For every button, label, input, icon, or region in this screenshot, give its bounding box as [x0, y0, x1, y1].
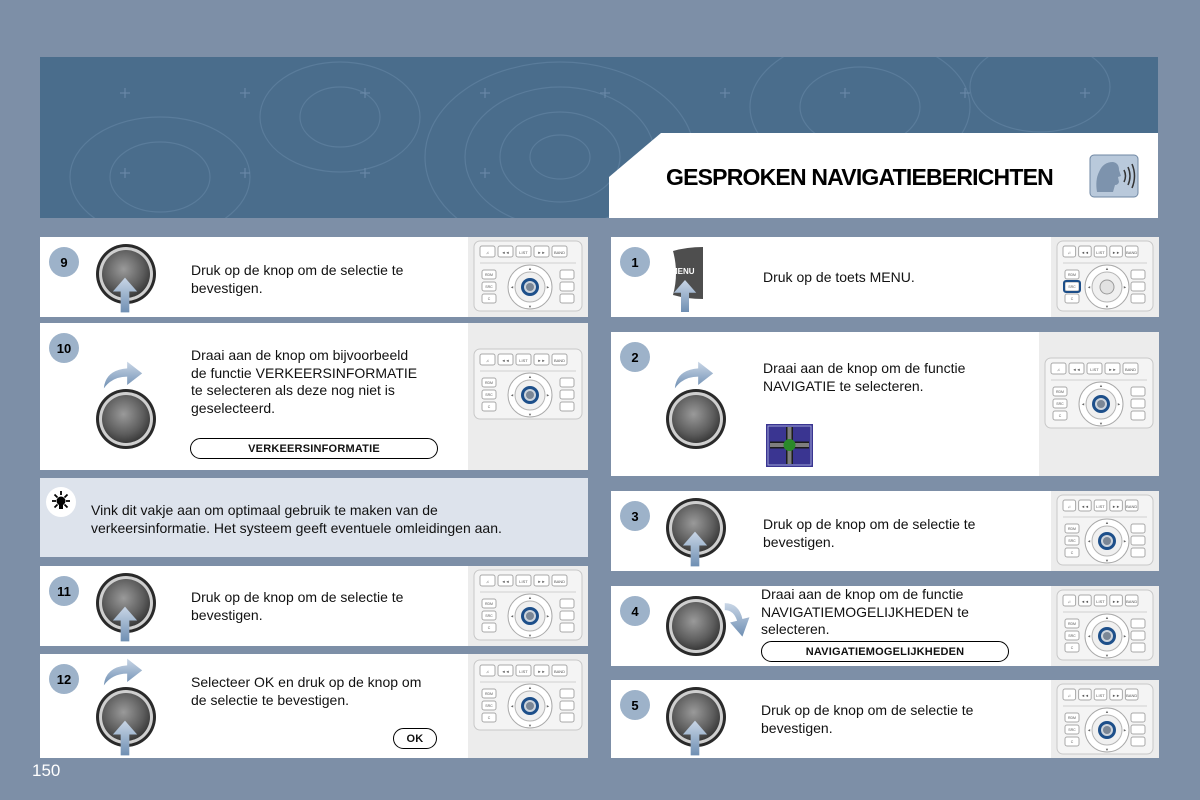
- console-key-label: ►►: [1112, 599, 1121, 604]
- console-key-label: LIST: [1096, 250, 1105, 255]
- step-number: 1: [620, 247, 650, 277]
- console-key-label: ▼: [528, 633, 532, 638]
- console-key-label: ►: [546, 284, 550, 290]
- console-key-label: ◄◄: [501, 579, 510, 584]
- console-key-label: ◄◄: [1072, 367, 1081, 372]
- console-part: [560, 611, 574, 620]
- rotary-knob: [665, 388, 727, 450]
- console-key-label: BAND: [1126, 504, 1138, 509]
- console-key-label: ►►: [1112, 693, 1121, 698]
- console-key-label: LIST: [519, 250, 528, 255]
- console-key-label: C: [487, 297, 491, 301]
- console-illustration: [468, 237, 588, 317]
- console-key-label: SRC: [1068, 728, 1076, 732]
- console-part: [1131, 631, 1145, 640]
- console-part: [560, 623, 574, 632]
- console-key-label: SRC: [1068, 539, 1076, 543]
- step-card-9: [40, 237, 588, 317]
- console-part: [1131, 536, 1145, 545]
- console-part: [1131, 725, 1145, 734]
- console-key-label: SRC: [485, 704, 493, 708]
- console-part: [1131, 619, 1145, 628]
- console-key-label: RDM: [485, 381, 493, 385]
- console-drawing: [468, 654, 588, 758]
- console-key-label: ◄: [1087, 284, 1091, 290]
- press-arrow-icon: [682, 718, 708, 758]
- console-part: [560, 270, 574, 279]
- console-key-label: ◄◄: [1080, 504, 1089, 509]
- console-key-label: ▼: [528, 304, 532, 309]
- step-number: 9: [49, 247, 79, 277]
- console-part: [526, 702, 534, 710]
- console-key-label: ◄◄: [501, 669, 510, 674]
- console-key-label: ♫: [1057, 367, 1060, 372]
- console-key-label: C: [1070, 646, 1074, 650]
- console-key-label: ▼: [1105, 304, 1109, 309]
- console-illustration: [468, 654, 588, 758]
- console-key-label: ♫: [1067, 504, 1071, 509]
- console-key-label: ▲: [528, 374, 532, 379]
- console-key-label: LIST: [519, 669, 528, 674]
- tip-box: [40, 478, 588, 557]
- console-key-label: ►: [1123, 727, 1127, 733]
- console-drawing: [1051, 237, 1159, 317]
- voice-command-icon: [1089, 154, 1139, 198]
- console-key-label: ▼: [528, 412, 532, 417]
- console-key-label: ►: [546, 613, 550, 619]
- console-key-label: ▲: [1105, 615, 1109, 620]
- console-key-label: LIST: [519, 358, 528, 363]
- console-illustration: [468, 323, 588, 470]
- console-part: [1131, 411, 1145, 420]
- console-key-label: ♫: [1067, 250, 1071, 255]
- console-key-label: C: [1070, 297, 1074, 301]
- console-key-label: ♫: [486, 579, 489, 584]
- step-text: Draai aan de knop om de functie NAVIGATIE te selecteren.: [763, 360, 966, 394]
- console-key-label: ▲: [1105, 520, 1109, 525]
- console-drawing: [1051, 586, 1159, 666]
- console-part: [560, 713, 574, 722]
- console-key-label: SRC: [485, 285, 493, 289]
- console-key-label: ►: [1123, 633, 1127, 639]
- console-key-label: ►: [1117, 401, 1121, 407]
- console-key-label: ◄◄: [1080, 250, 1089, 255]
- console-key-label: ◄◄: [501, 250, 510, 255]
- console-part: [1131, 294, 1145, 303]
- console-part: [560, 378, 574, 387]
- step-number: 4: [620, 596, 650, 626]
- console-key-label: ▲: [528, 685, 532, 690]
- console-key-label: ►►: [537, 250, 546, 255]
- console-part: [1103, 537, 1111, 545]
- console-part: [560, 282, 574, 291]
- console-key-label: ►: [1123, 538, 1127, 544]
- console-key-label: RDM: [485, 273, 493, 277]
- console-key-label: RDM: [1068, 273, 1076, 277]
- console-key-label: ►►: [537, 579, 546, 584]
- console-key-label: ▼: [1105, 558, 1109, 563]
- console-drawing: [1051, 491, 1159, 571]
- console-key-label: ◄: [510, 392, 514, 398]
- rotary-knob: [665, 595, 727, 657]
- rotate-down-arrow-icon: [723, 598, 753, 640]
- console-key-label: ♫: [1067, 599, 1071, 604]
- rotate-arrow-icon: [102, 657, 144, 687]
- console-part: [560, 402, 574, 411]
- step-card-2: [611, 332, 1159, 476]
- console-part: [1100, 280, 1114, 294]
- console-key-label: LIST: [1090, 367, 1099, 372]
- console-key-label: RDM: [1068, 622, 1076, 626]
- console-part: [526, 612, 534, 620]
- console-part: [560, 294, 574, 303]
- console-key-label: LIST: [519, 579, 528, 584]
- step-card-12: [40, 654, 588, 758]
- console-key-label: RDM: [485, 692, 493, 696]
- console-illustration: [1039, 332, 1159, 476]
- step-number: 5: [620, 690, 650, 720]
- press-arrow-icon: [112, 604, 138, 644]
- step-text: Draai aan de knop om de functie NAVIGATIEMOGELIJKHEDEN te selecteren.: [761, 586, 969, 637]
- console-key-label: ►: [546, 392, 550, 398]
- console-illustration: [1051, 680, 1159, 758]
- tip-text: Vink dit vakje aan om optimaal gebruik te maken van de verkeersinformatie. Het systeem geeft eventuele omleidingen aan.: [91, 502, 502, 536]
- console-part: [526, 283, 534, 291]
- navigation-icon: [766, 424, 813, 467]
- console-key-label: ◄: [1087, 727, 1091, 733]
- step-text: Druk op de knop om de selectie te bevestigen.: [191, 589, 404, 623]
- console-key-label: ◄: [1087, 633, 1091, 639]
- console-illustration: [1051, 491, 1159, 571]
- console-key-label: SRC: [485, 393, 493, 397]
- step-number: 2: [620, 342, 650, 372]
- page-number: 150: [32, 761, 61, 780]
- step-card-5: [611, 680, 1159, 758]
- console-key-label: C: [1070, 551, 1074, 555]
- console-key-label: ◄: [510, 613, 514, 619]
- press-arrow-icon: [682, 529, 708, 569]
- press-arrow-icon: [673, 277, 697, 315]
- console-key-label: LIST: [1096, 504, 1105, 509]
- console-key-label: RDM: [1068, 716, 1076, 720]
- console-part: [526, 391, 534, 399]
- console-key-label: ♫: [486, 669, 489, 674]
- console-key-label: ▲: [1105, 266, 1109, 271]
- console-key-label: ▼: [1105, 747, 1109, 752]
- press-arrow-icon: [112, 718, 138, 758]
- step-text: Druk op de knop om de selectie te bevestigen.: [763, 516, 976, 550]
- console-illustration: [468, 566, 588, 646]
- console-key-label: ♫: [1067, 693, 1071, 698]
- console-drawing: [468, 237, 588, 317]
- console-key-label: ►►: [1112, 504, 1121, 509]
- console-part: [1103, 632, 1111, 640]
- verkeersinformatie-option[interactable]: VERKEERSINFORMATIE: [190, 438, 438, 459]
- console-part: [1131, 270, 1145, 279]
- console-key-label: ◄: [1087, 538, 1091, 544]
- navigatiemogelijkheden-option[interactable]: NAVIGATIEMOGELIJKHEDEN: [761, 641, 1009, 662]
- step-number: 10: [49, 333, 79, 363]
- console-drawing: [1051, 680, 1159, 758]
- menu-label: MENU: [671, 267, 695, 276]
- console-part: [1131, 524, 1145, 533]
- console-key-label: BAND: [1126, 693, 1138, 698]
- console-key-label: SRC: [1056, 402, 1064, 406]
- rotate-arrow-icon: [673, 360, 715, 390]
- console-part: [1131, 737, 1145, 746]
- console-key-label: ►►: [1112, 250, 1121, 255]
- console-key-label: ▲: [1105, 709, 1109, 714]
- console-key-label: BAND: [553, 579, 566, 584]
- console-key-label: ►►: [1108, 367, 1117, 372]
- console-key-label: ►: [1123, 284, 1127, 290]
- console-key-label: ▲: [528, 595, 532, 600]
- console-key-label: ◄: [1081, 401, 1085, 407]
- console-key-label: C: [1058, 414, 1062, 418]
- step-text: Draai aan de knop om bijvoorbeeld de functie VERKEERSINFORMATIE te selecteren als deze nog niet is geselecteerd.: [191, 347, 418, 416]
- console-key-label: ►: [546, 703, 550, 709]
- console-part: [560, 701, 574, 710]
- console-key-label: ◄: [510, 284, 514, 290]
- step-card-1: [611, 237, 1159, 317]
- console-key-label: ▼: [1105, 653, 1109, 658]
- console-key-label: BAND: [553, 669, 566, 674]
- console-key-label: ▲: [528, 266, 532, 271]
- console-key-label: SRC: [1068, 634, 1076, 638]
- console-part: [560, 689, 574, 698]
- console-drawing: [468, 566, 588, 646]
- console-key-label: C: [487, 626, 491, 630]
- console-key-label: SRC: [485, 614, 493, 618]
- console-key-label: ◄◄: [1080, 693, 1089, 698]
- step-text: Druk op de knop om de selectie te bevestigen.: [761, 702, 974, 736]
- console-part: [1131, 643, 1145, 652]
- console-key-label: ►►: [537, 669, 546, 674]
- console-key-label: ◄◄: [501, 358, 510, 363]
- press-arrow-icon: [112, 275, 138, 315]
- console-part: [1131, 399, 1145, 408]
- console-key-label: BAND: [1124, 367, 1137, 372]
- console-key-label: SRC: [1068, 285, 1076, 289]
- console-key-label: BAND: [553, 250, 566, 255]
- console-key-label: ▼: [528, 723, 532, 728]
- step-card-11: [40, 566, 588, 646]
- console-key-label: C: [1070, 740, 1074, 744]
- step-card-4: [611, 586, 1159, 666]
- step-number: 11: [49, 576, 79, 606]
- lightbulb-icon: [46, 487, 76, 517]
- step-text: Druk op de toets MENU.: [763, 269, 915, 285]
- console-key-label: RDM: [1056, 390, 1064, 394]
- console-drawing: [1039, 332, 1159, 476]
- console-drawing: [468, 323, 588, 470]
- console-illustration: [1051, 237, 1159, 317]
- console-key-label: BAND: [1126, 599, 1138, 604]
- console-illustration: [1051, 586, 1159, 666]
- step-card-3: [611, 491, 1159, 571]
- console-part: [1131, 282, 1145, 291]
- rotary-knob: [95, 388, 157, 450]
- console-key-label: ▼: [1099, 421, 1103, 426]
- page-title: GESPROKEN NAVIGATIEBERICHTEN: [666, 164, 1053, 190]
- ok-option[interactable]: OK: [393, 728, 437, 749]
- step-text: Selecteer OK en druk op de knop om de selectie te bevestigen.: [191, 674, 422, 708]
- console-key-label: ◄◄: [1080, 599, 1089, 604]
- console-key-label: RDM: [1068, 527, 1076, 531]
- console-key-label: ▲: [1099, 383, 1103, 388]
- rotate-arrow-icon: [102, 360, 144, 390]
- console-key-label: C: [487, 405, 491, 409]
- step-card-10: [40, 323, 588, 470]
- console-key-label: BAND: [553, 358, 566, 363]
- console-key-label: ♫: [486, 250, 489, 255]
- console-key-label: RDM: [485, 602, 493, 606]
- console-key-label: ►►: [537, 358, 546, 363]
- step-number: 3: [620, 501, 650, 531]
- step-number: 12: [49, 664, 79, 694]
- console-part: [1131, 387, 1145, 396]
- console-key-label: C: [487, 716, 491, 720]
- console-key-label: LIST: [1096, 599, 1105, 604]
- step-text: Druk op de knop om de selectie te bevestigen.: [191, 262, 404, 296]
- console-key-label: BAND: [1126, 250, 1138, 255]
- console-part: [560, 390, 574, 399]
- console-key-label: ◄: [510, 703, 514, 709]
- console-part: [1131, 548, 1145, 557]
- console-part: [1097, 400, 1105, 408]
- console-key-label: ♫: [486, 358, 489, 363]
- console-part: [560, 599, 574, 608]
- console-key-label: LIST: [1096, 693, 1105, 698]
- console-part: [1103, 726, 1111, 734]
- console-part: [1131, 713, 1145, 722]
